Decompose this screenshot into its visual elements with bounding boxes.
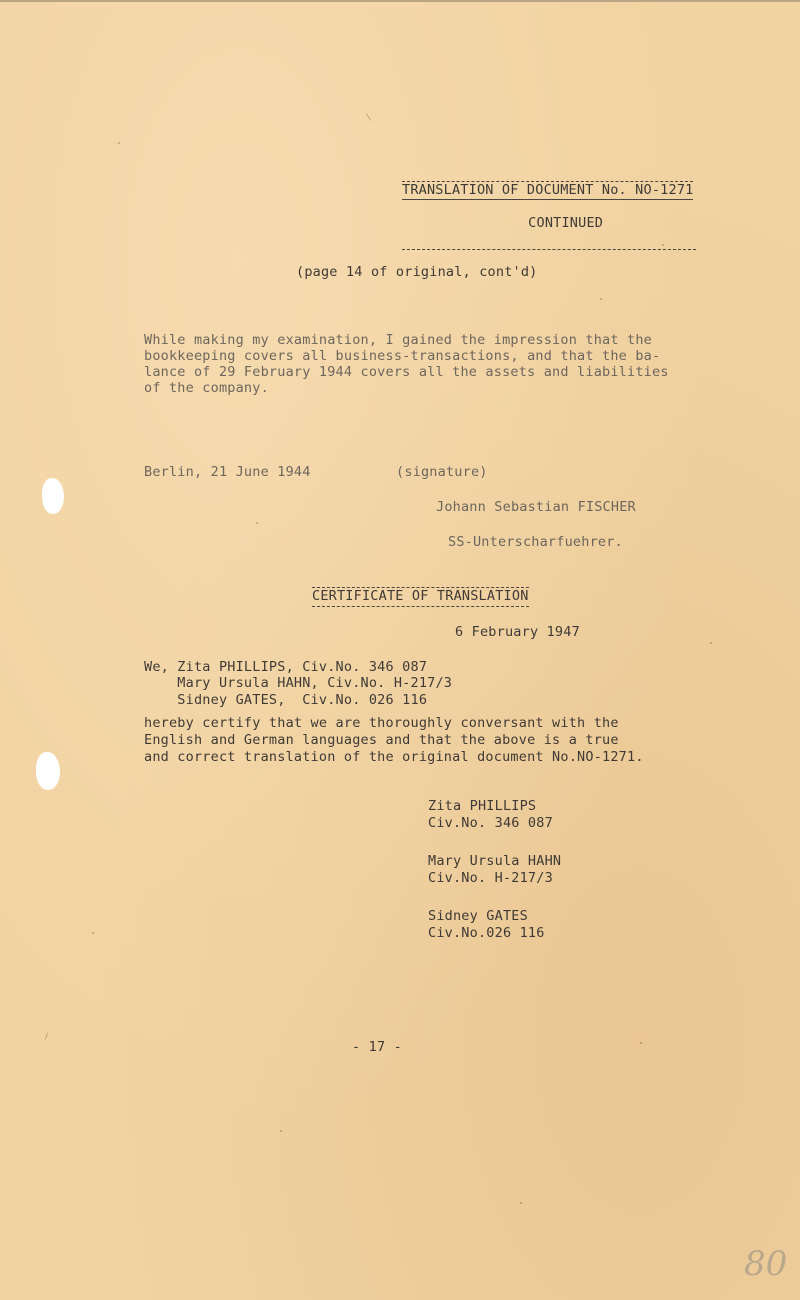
paragraph-line: lance of 29 February 1944 covers all the assets and liabilities — [144, 364, 669, 380]
certificate-body-line: English and German languages and that the above is a true — [144, 732, 619, 748]
signatory-name: Zita PHILLIPS — [428, 798, 537, 814]
paragraph-line: of the company. — [144, 380, 269, 396]
signatory-name: Mary Ursula HAHN — [428, 853, 562, 869]
page-reference: (page 14 of original, cont'd) — [296, 264, 538, 280]
translator-line: Sidney GATES, Civ.No. 026 116 — [144, 692, 428, 708]
certificate-date: 6 February 1947 — [455, 624, 580, 640]
signatory-civno: Civ.No.026 116 — [428, 925, 545, 941]
continued-label: CONTINUED — [528, 215, 604, 231]
handwritten-page-number: 80 — [744, 1244, 788, 1284]
certificate-body-line: hereby certify that we are thoroughly conversant with the — [144, 715, 619, 731]
signatory-civno: Civ.No. H-217/3 — [428, 870, 553, 886]
signatory-name: Johann Sebastian FISCHER — [436, 499, 636, 515]
certificate-body-line: and correct translation of the original document No.NO-1271. — [144, 749, 644, 765]
page-number: - 17 - — [352, 1039, 402, 1055]
paragraph-line: While making my examination, I gained the impression that the — [144, 332, 652, 348]
certificate-title: CERTIFICATE OF TRANSLATION — [312, 587, 529, 607]
document-header-title: TRANSLATION OF DOCUMENT No. NO-1271 — [402, 182, 694, 198]
signatory-name: Sidney GATES — [428, 908, 528, 924]
place-date: Berlin, 21 June 1944 — [144, 464, 311, 480]
signatory-civno: Civ.No. 346 087 — [428, 815, 553, 831]
punch-hole — [36, 752, 60, 790]
document-header-continued — [402, 198, 696, 250]
translator-line: We, Zita PHILLIPS, Civ.No. 346 087 — [144, 659, 428, 675]
signature-note: (signature) — [396, 464, 488, 480]
punch-hole — [42, 478, 64, 514]
signatory-rank: SS-Unterscharfuehrer. — [448, 534, 623, 550]
paragraph-line: bookkeeping covers all business-transactions, and that the ba- — [144, 348, 661, 364]
translator-line: Mary Ursula HAHN, Civ.No. H-217/3 — [144, 675, 453, 691]
